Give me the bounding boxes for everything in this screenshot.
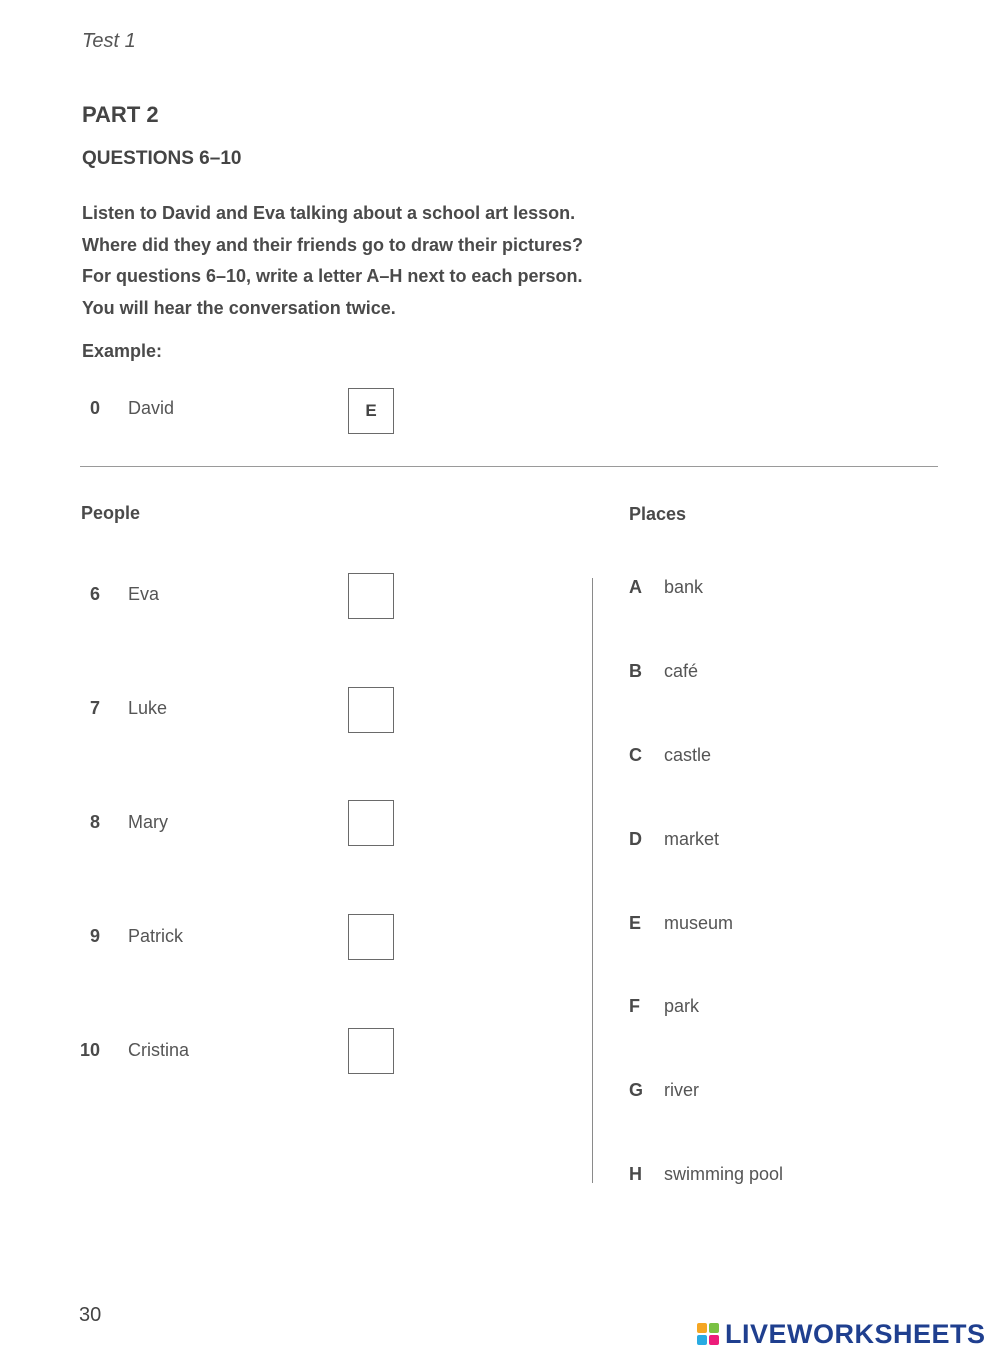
test-label: Test 1 xyxy=(82,30,136,52)
person-name: Patrick xyxy=(128,926,184,946)
place-name: river xyxy=(664,1080,699,1100)
example-name: David xyxy=(128,398,175,418)
place-letter: F xyxy=(629,996,640,1016)
column-divider xyxy=(592,578,593,1183)
questions-title: QUESTIONS 6–10 xyxy=(82,148,242,169)
place-name: castle xyxy=(664,745,712,765)
person-number: 6 xyxy=(90,584,101,604)
person-number: 7 xyxy=(90,698,101,718)
example-number: 0 xyxy=(90,398,101,418)
example-answer-box: E xyxy=(348,388,394,434)
answer-box-10[interactable] xyxy=(348,1028,394,1074)
place-letter: H xyxy=(629,1164,642,1184)
answer-box-6[interactable] xyxy=(348,573,394,619)
instruction-line: Listen to David and Eva talking about a school art lesson. xyxy=(82,203,576,223)
place-letter: A xyxy=(629,577,642,597)
place-letter: C xyxy=(629,745,642,765)
place-name: swimming pool xyxy=(664,1164,784,1184)
instruction-line: Where did they and their friends go to draw their pictures? xyxy=(82,234,584,255)
place-letter: E xyxy=(629,913,642,933)
example-label: Example: xyxy=(82,341,163,361)
places-heading: Places xyxy=(629,504,687,524)
liveworksheets-brand[interactable] xyxy=(697,1318,986,1350)
people-heading: People xyxy=(81,503,141,523)
person-number: 10 xyxy=(80,1040,101,1060)
person-name: Cristina xyxy=(128,1040,190,1060)
answer-box-9[interactable] xyxy=(348,914,394,960)
person-number: 8 xyxy=(90,812,101,832)
instructions xyxy=(82,198,782,324)
page-number: 30 xyxy=(79,1304,102,1326)
section-divider xyxy=(80,466,938,467)
place-letter: G xyxy=(629,1080,644,1100)
instruction-line: You will hear the conversation twice. xyxy=(82,297,396,318)
liveworksheets-logo-icon xyxy=(697,1323,719,1345)
answer-box-8[interactable] xyxy=(348,800,394,846)
answer-box-7[interactable] xyxy=(348,687,394,733)
place-name: café xyxy=(664,661,699,681)
instruction-line: For questions 6–10, write a letter A–H next to each person. xyxy=(82,266,583,286)
person-name: Eva xyxy=(128,584,160,604)
person-number: 9 xyxy=(90,926,101,946)
place-letter: B xyxy=(629,661,642,681)
place-name: market xyxy=(664,829,720,849)
part-title: PART 2 xyxy=(82,102,159,127)
person-name: Luke xyxy=(128,698,168,718)
place-letter: D xyxy=(629,829,642,849)
place-name: bank xyxy=(664,577,704,597)
brand-text: LIVEWORKSHEETS xyxy=(725,1318,986,1349)
place-name: museum xyxy=(664,913,734,933)
person-name: Mary xyxy=(128,812,168,832)
place-name: park xyxy=(664,996,700,1016)
